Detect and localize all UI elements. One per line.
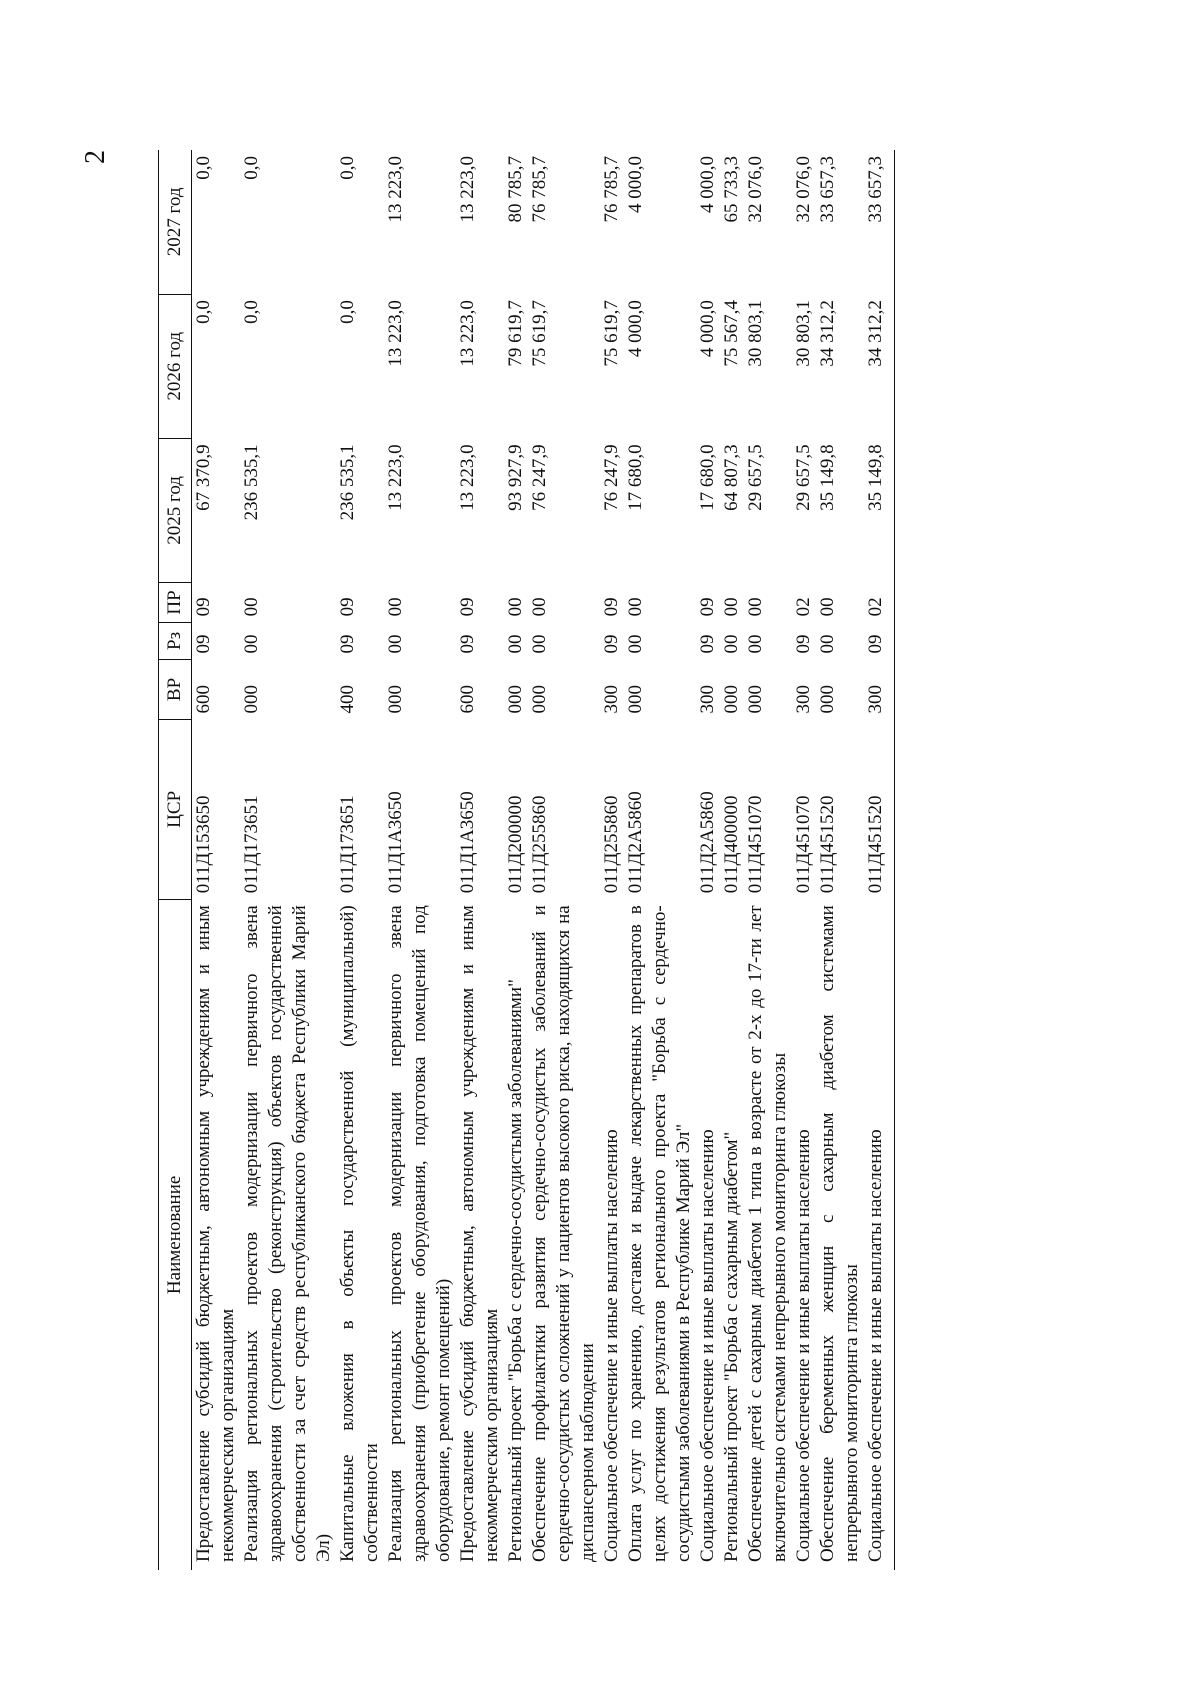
table-row — [336, 150, 384, 1570]
row-2027: 13 223,0 — [385, 156, 406, 223]
table-row — [720, 150, 744, 1570]
row-csr: 011Д451070 — [745, 795, 766, 894]
row-name: Обеспечение детей с сахарным диабетом 1 типа в возрасте от 2-х до 17-ти лет включительно системами непрерывного мониторинга глюкозы — [745, 905, 790, 1562]
row-csr: 011Д451520 — [817, 795, 838, 894]
table-row — [384, 150, 456, 1570]
row-vr: 300 — [793, 684, 814, 714]
row-pr: 09 — [601, 597, 622, 617]
row-pr: 00 — [817, 597, 838, 617]
row-vr: 000 — [817, 684, 838, 714]
budget-table — [158, 150, 895, 1570]
row-rz: 00 — [625, 634, 646, 654]
row-2027: 33 657,3 — [864, 150, 895, 294]
row-pr: 09 — [193, 597, 214, 617]
row-csr: 011Д173651 — [337, 795, 358, 894]
row-2026: 75 619,7 — [601, 300, 622, 367]
row-pr: 09 — [457, 597, 478, 617]
row-pr: 00 — [385, 597, 406, 617]
row-name: Региональный проект "Борьба с сердечно-сосудистыми заболеваниями" — [505, 979, 526, 1562]
row-2027: 4 000,0 — [625, 156, 646, 213]
page-number: 2 — [80, 150, 111, 164]
header-2025: 2025 год — [159, 438, 192, 582]
row-2026: 4 000,0 — [697, 300, 718, 358]
row-name: Социальное обеспечение и иные выплаты населению — [601, 1129, 622, 1562]
row-2027: 65 733,3 — [721, 156, 742, 223]
row-pr: 02 — [864, 582, 895, 622]
row-pr: 00 — [529, 597, 550, 617]
row-vr: 300 — [697, 684, 718, 714]
row-vr: 000 — [721, 684, 742, 714]
row-vr: 300 — [601, 684, 622, 714]
row-name: Социальное обеспечение и иные выплаты населению — [697, 1129, 718, 1562]
row-2027: 0,0 — [241, 156, 262, 180]
row-pr: 00 — [505, 597, 526, 617]
table-row — [528, 150, 600, 1570]
header-pr: ПР — [159, 582, 192, 622]
row-2026: 4 000,0 — [625, 300, 646, 358]
row-vr: 000 — [241, 684, 262, 714]
row-vr: 000 — [529, 684, 550, 714]
row-2025: 76 247,9 — [601, 444, 622, 511]
row-2025: 29 657,5 — [793, 444, 814, 511]
table-row — [696, 150, 720, 1570]
header-name: Наименование — [159, 899, 192, 1570]
row-name: Обеспечение беременных женщин с сахарным диабетом системами непрерывного мониторинга глюкозы — [817, 905, 862, 1562]
row-2025: 29 657,5 — [745, 444, 766, 511]
row-rz: 09 — [457, 634, 478, 654]
rotated-page — [80, 150, 940, 1600]
row-name: Социальное обеспечение и иные выплаты населению — [864, 899, 895, 1570]
row-2025: 17 680,0 — [625, 444, 646, 511]
table-row — [240, 150, 336, 1570]
row-2026: 30 803,1 — [793, 300, 814, 367]
row-name: Предоставление субсидий бюджетным, автономным учреждениям и иным некоммерческим организациям — [193, 905, 238, 1562]
row-rz: 09 — [697, 634, 718, 654]
row-rz: 09 — [864, 622, 895, 659]
row-2025: 35 149,8 — [864, 438, 895, 582]
row-2025: 13 223,0 — [385, 444, 406, 511]
row-rz: 09 — [193, 634, 214, 654]
row-csr: 011Д1А3650 — [457, 791, 478, 894]
row-name: Реализация региональных проектов модернизации первичного звена здравоохранения (приобретение оборудования, подготовка помещений под оборудование, ремонт помещений) — [385, 905, 454, 1562]
row-2026: 34 312,2 — [817, 300, 838, 367]
row-csr: 011Д153650 — [193, 795, 214, 894]
row-csr: 011Д400000 — [721, 795, 742, 894]
row-2026: 13 223,0 — [457, 300, 478, 367]
row-2026: 75 567,4 — [721, 300, 742, 367]
table-row — [744, 150, 792, 1570]
row-pr: 00 — [625, 597, 646, 617]
row-csr: 011Д255860 — [529, 795, 550, 894]
row-2025: 93 927,9 — [505, 444, 526, 511]
header-vr: ВР — [159, 660, 192, 720]
row-csr: 011Д255860 — [601, 795, 622, 894]
row-2026: 75 619,7 — [529, 300, 550, 367]
row-2026: 0,0 — [241, 300, 262, 324]
row-vr: 000 — [745, 684, 766, 714]
row-pr: 09 — [337, 597, 358, 617]
row-vr: 000 — [385, 684, 406, 714]
row-rz: 09 — [601, 634, 622, 654]
row-pr: 00 — [721, 597, 742, 617]
row-2026: 0,0 — [337, 300, 358, 324]
row-csr: 011Д451520 — [864, 719, 895, 899]
table-row — [600, 150, 624, 1570]
row-pr: 09 — [697, 597, 718, 617]
row-csr: 011Д2А5860 — [697, 791, 718, 894]
row-pr: 00 — [241, 597, 262, 617]
row-rz: 09 — [793, 634, 814, 654]
row-rz: 00 — [505, 634, 526, 654]
table-header-row — [159, 150, 192, 1570]
row-2026: 30 803,1 — [745, 300, 766, 367]
table-row — [456, 150, 504, 1570]
row-2025: 76 247,9 — [529, 444, 550, 511]
row-vr: 600 — [457, 684, 478, 714]
row-2025: 67 370,9 — [193, 444, 214, 511]
row-2025: 236 535,1 — [241, 444, 262, 521]
row-pr: 00 — [745, 597, 766, 617]
row-name: Региональный проект "Борьба с сахарным диабетом" — [721, 1131, 742, 1562]
row-rz: 00 — [385, 634, 406, 654]
row-2025: 13 223,0 — [457, 444, 478, 511]
row-2027: 32 076,0 — [745, 156, 766, 223]
row-name: Социальное обеспечение и иные выплаты населению — [793, 1129, 814, 1562]
row-vr: 000 — [625, 684, 646, 714]
row-2026: 34 312,2 — [864, 294, 895, 438]
row-2027: 32 076,0 — [793, 156, 814, 223]
table-row — [504, 150, 528, 1570]
row-name: Капитальные вложения в объекты государственной (муниципальной) собственности — [337, 905, 382, 1562]
row-2026: 0,0 — [193, 300, 214, 324]
row-pr: 02 — [793, 597, 814, 617]
row-rz: 00 — [241, 634, 262, 654]
table-row — [792, 150, 816, 1570]
row-rz: 00 — [721, 634, 742, 654]
table-row — [816, 150, 864, 1570]
row-2026: 79 619,7 — [505, 300, 526, 367]
header-2027: 2027 год — [159, 150, 192, 294]
row-name: Обеспечение профилактики развития сердечно-сосудистых заболеваний и сердечно-сосудистых осложнений у пациентов высокого риска, находящихся на диспансерном наблюдении — [529, 905, 598, 1562]
row-2025: 236 535,1 — [337, 444, 358, 521]
row-2026: 13 223,0 — [385, 300, 406, 367]
row-csr: 011Д451070 — [793, 795, 814, 894]
header-csr: ЦСР — [159, 719, 192, 899]
header-rz: Рз — [159, 622, 192, 659]
row-2025: 35 149,8 — [817, 444, 838, 511]
row-rz: 00 — [529, 634, 550, 654]
row-2027: 33 657,3 — [817, 156, 838, 223]
table-row — [192, 150, 241, 1570]
row-vr: 000 — [505, 684, 526, 714]
table-body — [192, 150, 895, 1570]
row-2027: 80 785,7 — [505, 156, 526, 223]
row-2025: 64 807,3 — [721, 444, 742, 511]
row-rz: 09 — [337, 634, 358, 654]
row-2027: 0,0 — [337, 156, 358, 180]
row-csr: 011Д200000 — [505, 795, 526, 894]
row-csr: 011Д173651 — [241, 795, 262, 894]
table-row — [864, 150, 895, 1570]
row-2027: 76 785,7 — [529, 156, 550, 223]
row-csr: 011Д2А5860 — [625, 791, 646, 894]
row-name: Оплата услуг по хранению, доставке и выдаче лекарственных препаратов в целях достижения результатов регионального проекта "Борьба с сердечно-сосудистыми заболеваниями в Республике Марий Эл" — [625, 905, 694, 1562]
row-vr: 600 — [193, 684, 214, 714]
row-2027: 13 223,0 — [457, 156, 478, 223]
row-rz: 00 — [745, 634, 766, 654]
row-name: Предоставление субсидий бюджетным, автономным учреждениям и иным некоммерческим организациям — [457, 905, 502, 1562]
row-rz: 00 — [817, 634, 838, 654]
table-row — [624, 150, 696, 1570]
row-2027: 4 000,0 — [697, 156, 718, 213]
row-2027: 0,0 — [193, 156, 214, 180]
row-vr: 400 — [337, 684, 358, 714]
row-2025: 17 680,0 — [697, 444, 718, 511]
row-vr: 300 — [864, 660, 895, 720]
header-2026: 2026 год — [159, 294, 192, 438]
row-csr: 011Д1А3650 — [385, 791, 406, 894]
row-2027: 76 785,7 — [601, 156, 622, 223]
row-name: Реализация региональных проектов модернизации первичного звена здравоохранения (строительство (реконструкция) объектов государственной собственности за счет средств республиканского бюджета Республики Марий Эл) — [241, 905, 334, 1562]
